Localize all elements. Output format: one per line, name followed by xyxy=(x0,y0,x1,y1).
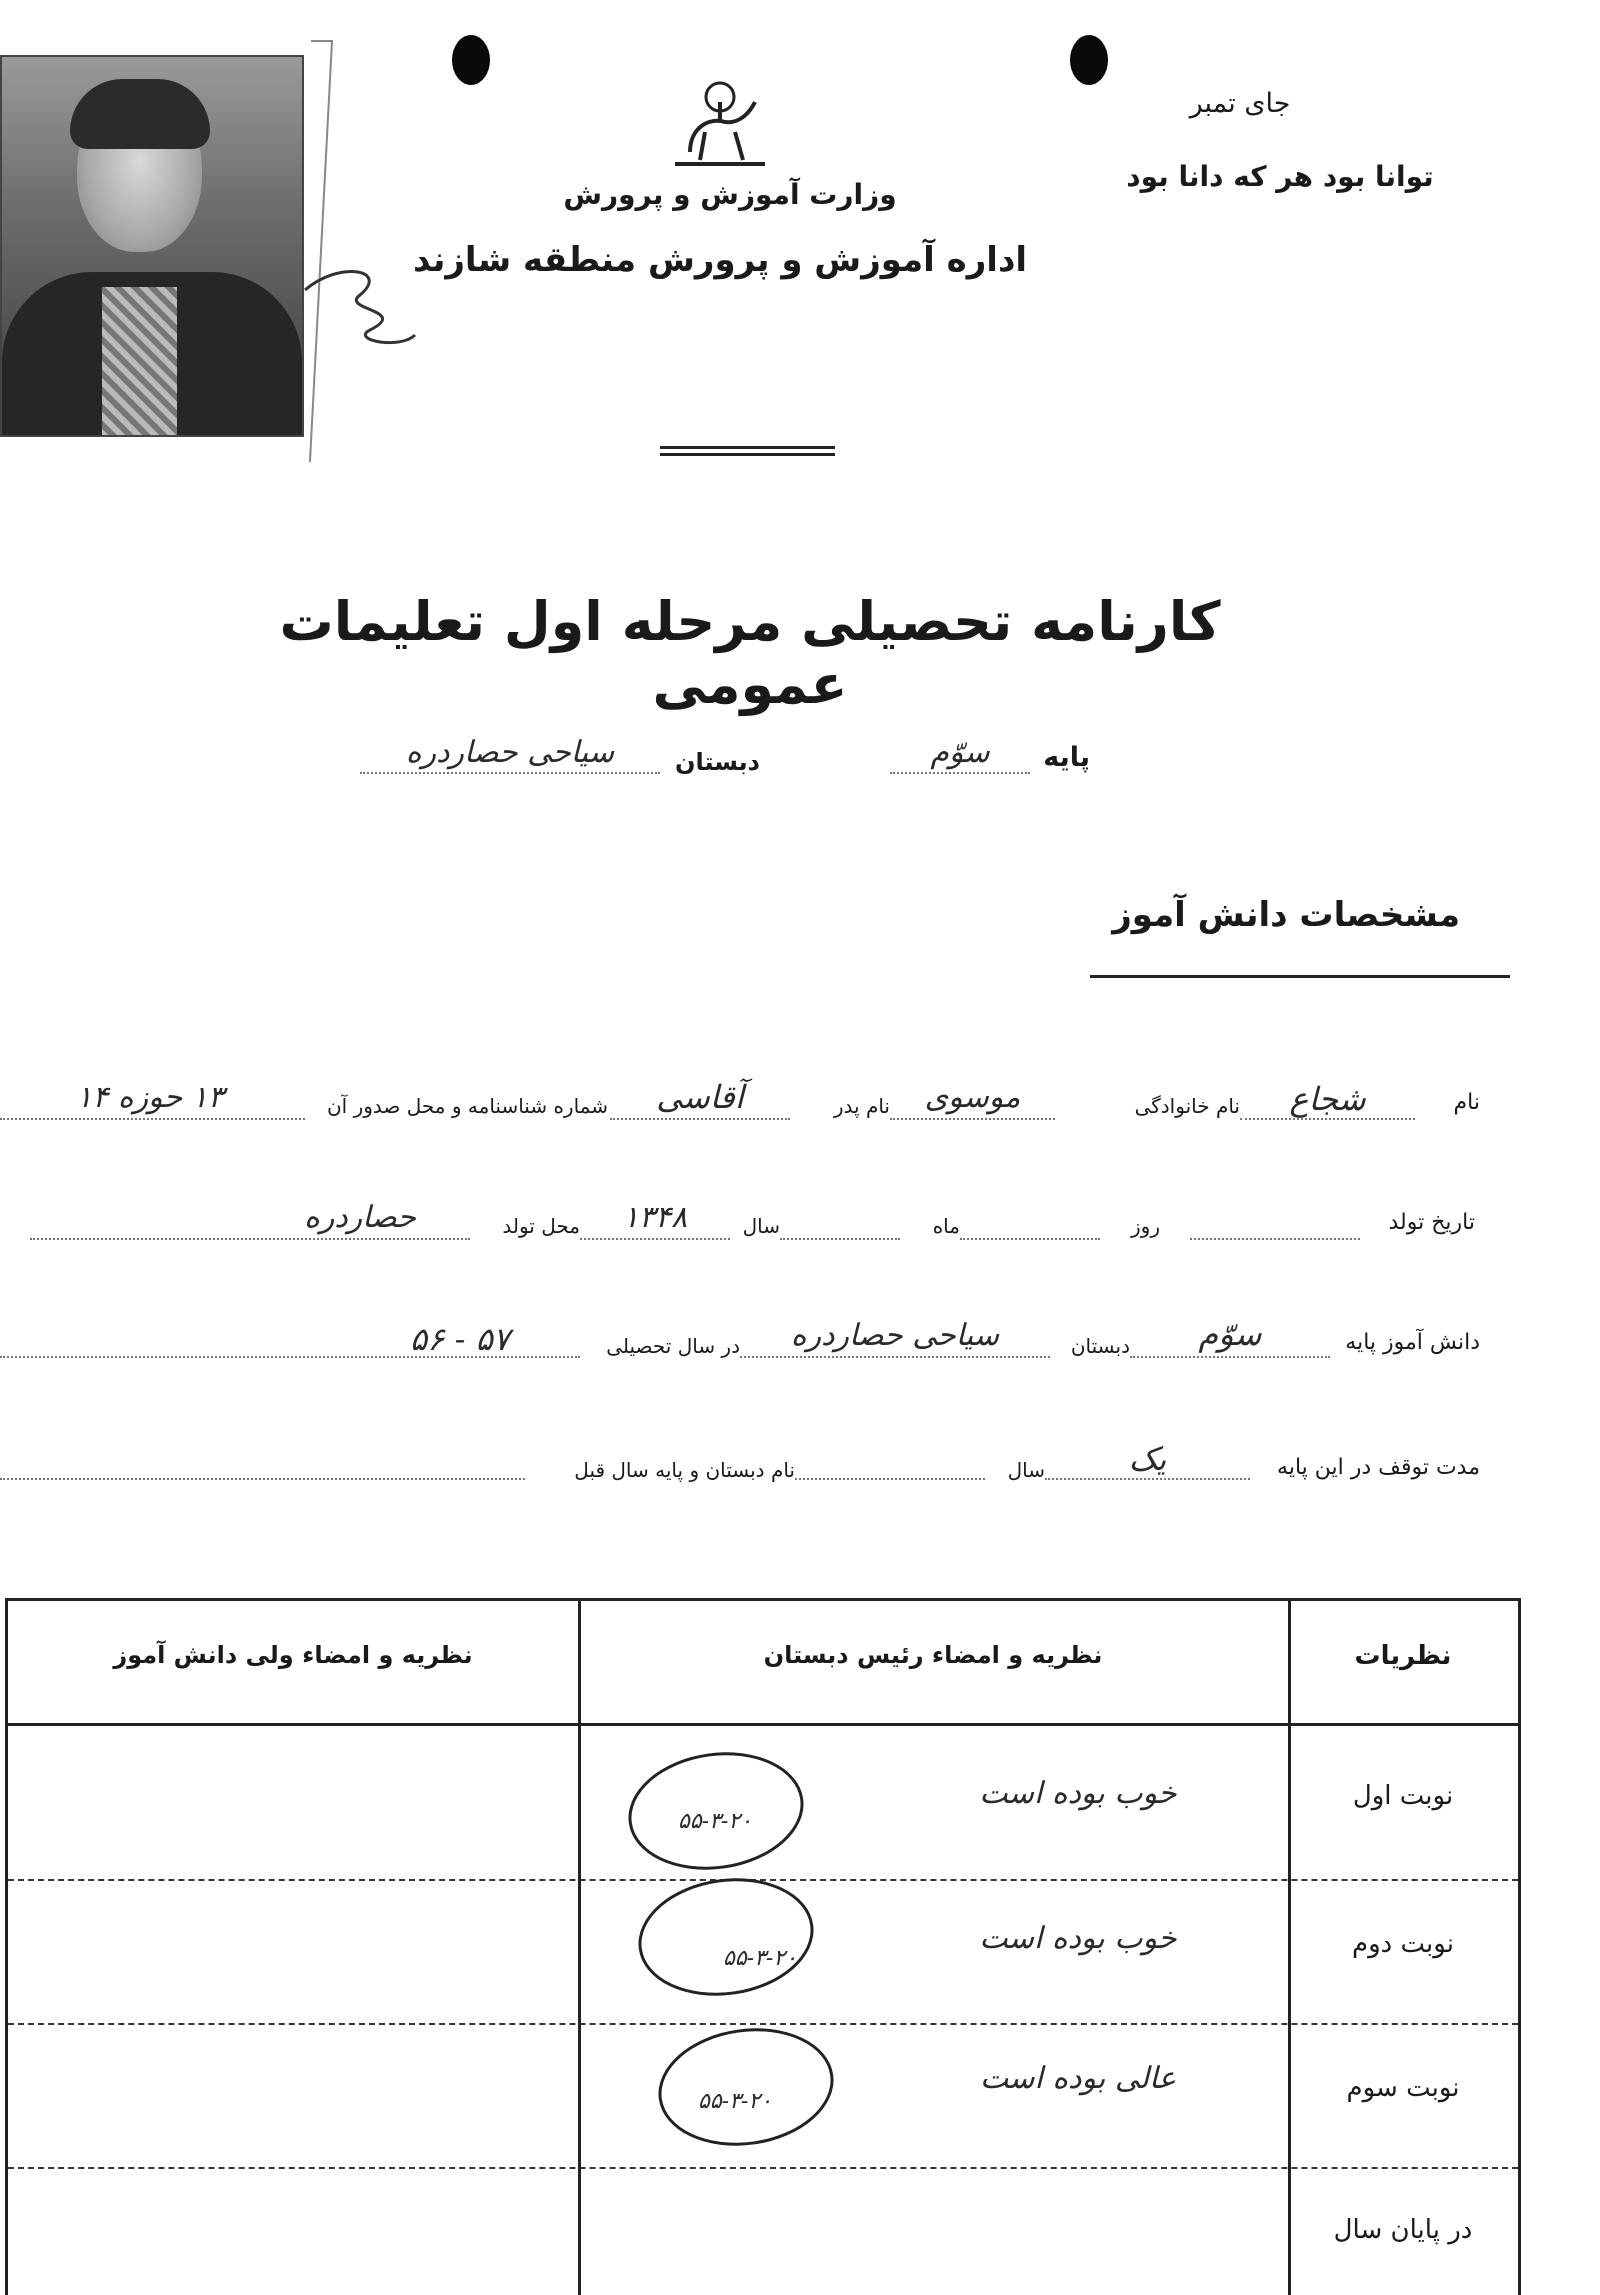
student-grade-label: دانش آموز پایه xyxy=(1345,1330,1480,1355)
student-grade-value: سوّم xyxy=(1198,1315,1262,1353)
department-name: اداره آموزش و پرورش منطقه شازند xyxy=(412,240,1028,280)
stay-unit: سال xyxy=(1007,1458,1045,1482)
header-rule xyxy=(660,453,835,456)
stay-unit-dotted-line xyxy=(795,1478,985,1480)
table-header: نظریه و امضاء رئیس دبستان xyxy=(763,1641,1103,1669)
student-grade-dotted-line xyxy=(1130,1356,1330,1358)
table-header-divider xyxy=(8,1723,1518,1726)
grade-label: پایه xyxy=(1043,742,1090,773)
punch-hole-right xyxy=(1070,35,1108,85)
table-row-divider xyxy=(8,2023,1518,2025)
birthplace-label: محل تولد xyxy=(502,1214,580,1238)
father-label: نام پدر xyxy=(833,1094,890,1118)
student-photo xyxy=(0,55,304,437)
student-school-dotted-line xyxy=(740,1356,1050,1358)
prev-school-dotted-line xyxy=(0,1478,525,1480)
month-label: ماه xyxy=(932,1214,960,1238)
father-dotted-line xyxy=(610,1118,790,1120)
id-label: شماره شناسنامه و محل صدور آن xyxy=(326,1094,608,1118)
table-column-divider xyxy=(578,1601,581,2295)
table-row-label: در پایان سال xyxy=(1333,2215,1473,2245)
table-row-label: نوبت سوم xyxy=(1346,2073,1460,2103)
stamp-date: ۵۵-۳-۲۰ xyxy=(698,2089,772,2114)
motto: توانا بود هر که دانا بود xyxy=(1126,160,1434,193)
table-row-divider xyxy=(8,2167,1518,2169)
stay-value: یک xyxy=(1128,1440,1167,1478)
principal-note: خوب بوده است xyxy=(979,1921,1177,1956)
ministry-name: وزارت آموزش و پرورش xyxy=(563,178,897,211)
day-dotted-line xyxy=(1190,1238,1360,1240)
birthplace-value: حصاردره xyxy=(304,1200,416,1235)
family-value: موسوی xyxy=(924,1080,1021,1115)
stay-label: مدت توقف در این پایه xyxy=(1277,1455,1480,1480)
month2-dotted-line xyxy=(780,1238,900,1240)
name-value: شجاع xyxy=(1289,1080,1366,1118)
prev-school-label: نام دبستان و پایه سال قبل xyxy=(574,1458,795,1482)
id-dotted-line xyxy=(0,1118,305,1120)
school-dotted-line xyxy=(360,772,660,774)
table-column-divider xyxy=(1288,1601,1291,2295)
school-stamp xyxy=(631,1867,821,2006)
grade-value: سوّم xyxy=(930,735,990,770)
principal-note: خوب بوده است xyxy=(979,1776,1177,1811)
evaluation-table xyxy=(5,1598,1521,2295)
school-stamp xyxy=(651,2017,841,2156)
name-dotted-line xyxy=(1240,1118,1415,1120)
grade-dotted-line xyxy=(890,772,1030,774)
year-label: سال xyxy=(742,1214,780,1238)
lion-and-sun-emblem xyxy=(665,72,775,172)
table-row-label: نوبت دوم xyxy=(1352,1929,1454,1959)
birthplace-dotted-line xyxy=(30,1238,470,1240)
id-value: ۱۳ حوزه ۱۴ xyxy=(76,1080,224,1115)
name-label: نام xyxy=(1453,1090,1480,1115)
section-title: مشخصات دانش آموز xyxy=(1112,895,1460,935)
school-label: دبستان xyxy=(674,748,760,776)
day-label: روز xyxy=(1131,1214,1160,1238)
stamp-date: ۵۵-۳-۲۰ xyxy=(723,1946,797,1971)
family-dotted-line xyxy=(890,1118,1055,1120)
year-value: ۱۳۴۸ xyxy=(622,1200,688,1235)
year-dotted-line xyxy=(580,1238,730,1240)
report-title: کارنامه تحصیلی مرحله اول تعلیمات عمومی xyxy=(279,590,1221,716)
student-school-label: دبستان xyxy=(1070,1334,1130,1358)
table-header: نظریه و امضاء ولی دانش آموز xyxy=(113,1641,473,1669)
academic-year-value: ۵۷ - ۵۶ xyxy=(410,1320,510,1358)
table-header: نظریات xyxy=(1354,1641,1452,1671)
section-underline xyxy=(1090,975,1510,978)
table-row-label: نوبت اول xyxy=(1352,1781,1454,1811)
stay-dotted-line xyxy=(1045,1478,1250,1480)
header-rule xyxy=(660,446,835,449)
father-value: آقاسی xyxy=(656,1078,744,1116)
school-value: سیاحی حصاردره xyxy=(405,735,615,770)
stamp-place-label: جای تمبر xyxy=(1189,88,1291,119)
stamp-date: ۵۵-۳-۲۰ xyxy=(678,1809,752,1834)
birth-label: تاریخ تولد xyxy=(1388,1210,1475,1235)
student-school-value: سیاحی حصاردره xyxy=(790,1318,1000,1353)
principal-note: عالی بوده است xyxy=(979,2061,1177,2096)
punch-hole-left xyxy=(452,35,490,85)
academic-year-label: در سال تحصیلی xyxy=(606,1334,740,1358)
family-label: نام خانوادگی xyxy=(1134,1094,1240,1118)
month-dotted-line xyxy=(960,1238,1100,1240)
